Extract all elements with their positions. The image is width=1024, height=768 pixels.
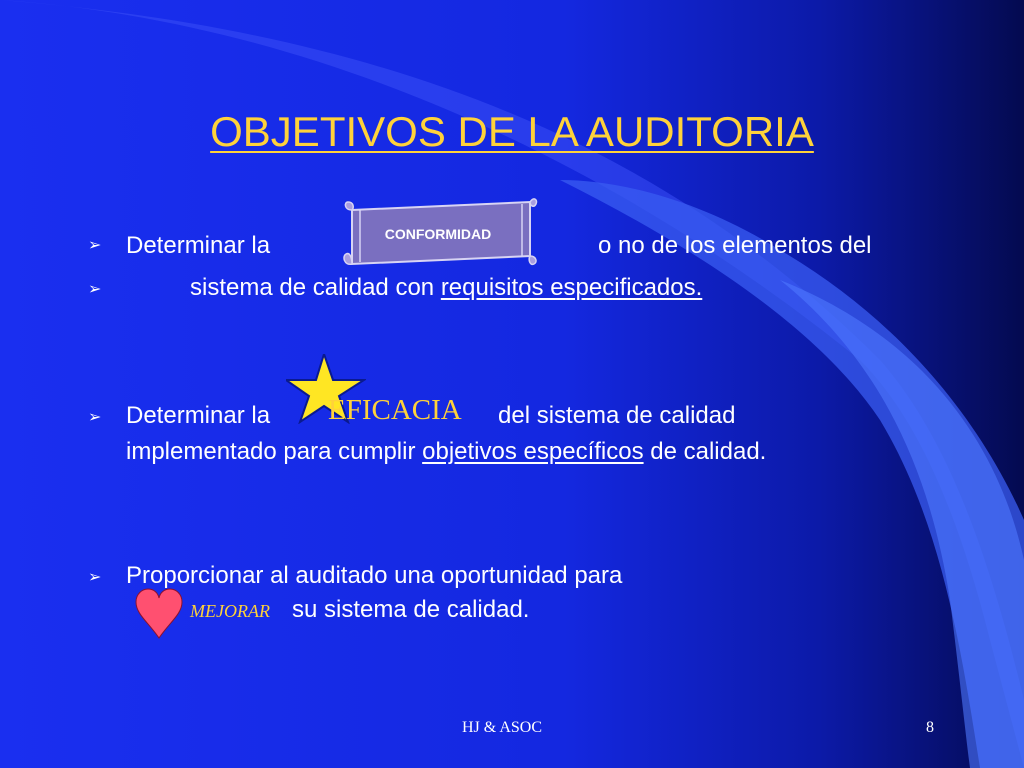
bullet-3-link: objetivos específicos bbox=[422, 438, 644, 465]
bullet-1-post: o no de los elementos del bbox=[598, 232, 872, 259]
bullet-4-text: Proporcionar al auditado una oportunidad para bbox=[126, 562, 623, 589]
bullet-2-text bbox=[190, 274, 702, 302]
banner-label: CONFORMIDAD bbox=[384, 226, 492, 242]
bullet-2-link: requisitos especificados. bbox=[440, 274, 703, 301]
bullet-3-line2-pre: implementado para cumplir bbox=[126, 438, 423, 465]
bullet-3-line2-post: de calidad. bbox=[643, 438, 767, 465]
mejorar-highlight: MEJORAR bbox=[190, 601, 270, 621]
heart-icon bbox=[134, 588, 184, 640]
arrow-bullet-icon: ➢ bbox=[88, 569, 102, 586]
slide-title: OBJETIVOS DE LA AUDITORIA bbox=[210, 108, 814, 155]
bullet-3-pre: Determinar la bbox=[126, 402, 271, 429]
arrow-bullet-icon: ➢ bbox=[88, 409, 102, 426]
eficacia-highlight: EFICACIA bbox=[328, 394, 462, 426]
bullet-3-post: del sistema de calidad bbox=[498, 402, 736, 429]
page-number: 8 bbox=[926, 719, 934, 736]
bullet-3-line2 bbox=[126, 438, 766, 466]
bullet-1-text: Determinar la bbox=[126, 232, 271, 259]
bullet-2-pre: sistema de calidad con bbox=[190, 274, 441, 301]
footer-text: HJ & ASOC bbox=[462, 719, 543, 736]
arrow-bullet-icon: ➢ bbox=[88, 237, 102, 254]
bullet-4-post: su sistema de calidad. bbox=[292, 596, 530, 623]
arrow-bullet-icon: ➢ bbox=[88, 281, 102, 298]
